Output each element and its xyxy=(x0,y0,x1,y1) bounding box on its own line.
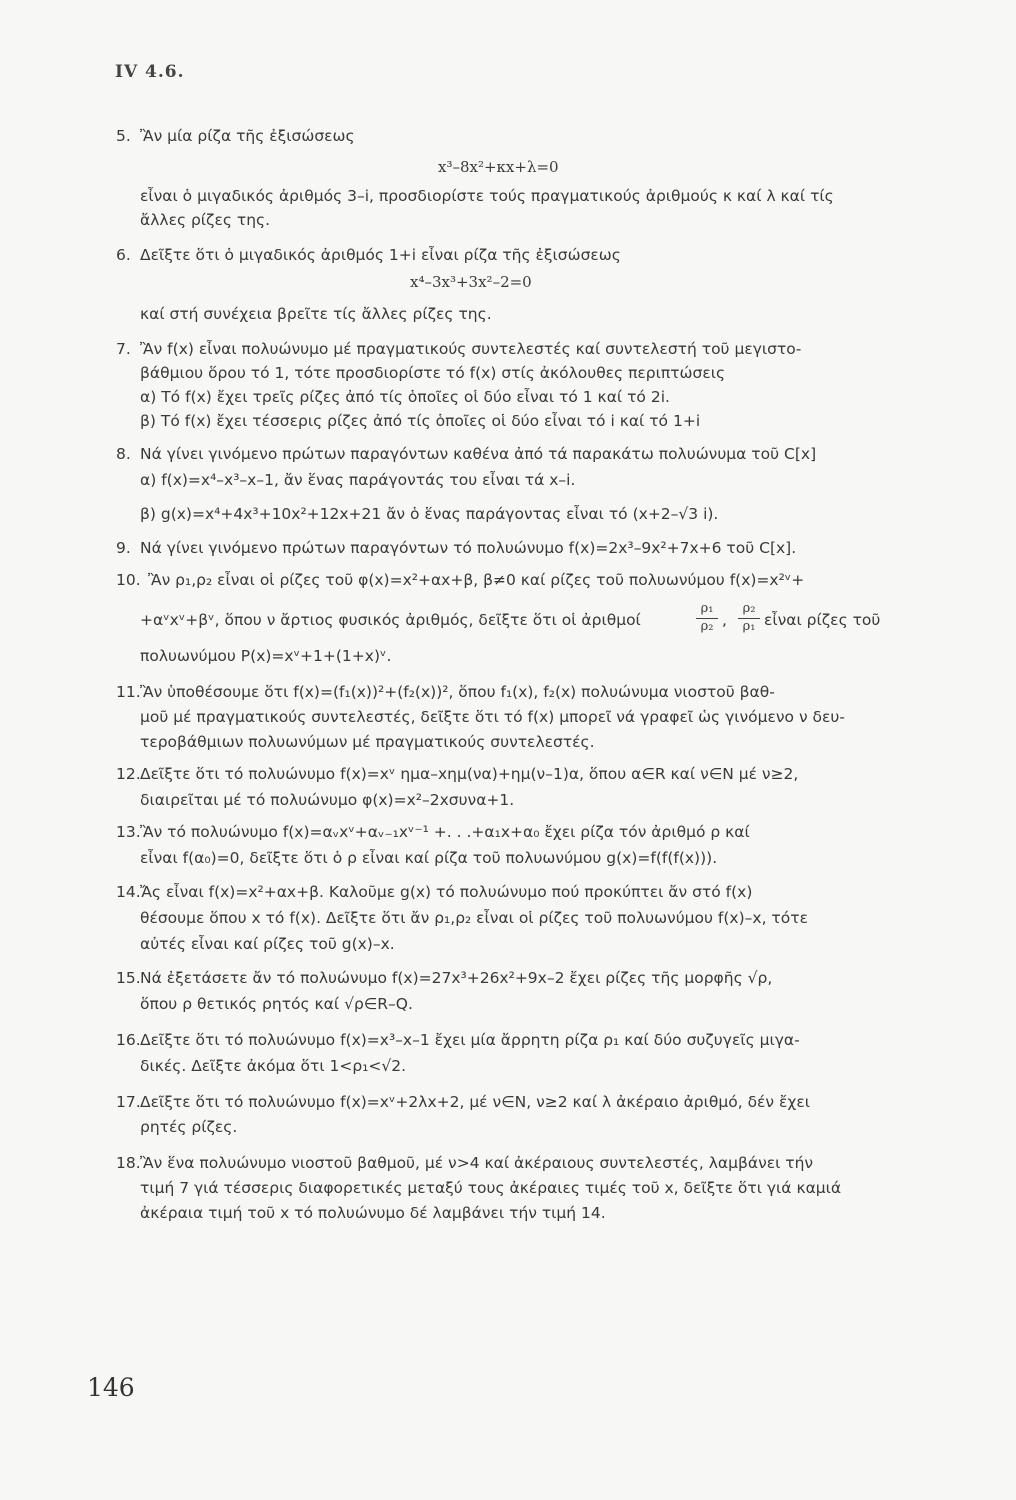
problem-text-line: αὐτές εἶναι καί ρίζες τοῦ g(x)–x. xyxy=(140,935,395,953)
problem-text-line: α) Τό f(x) ἔχει τρεῖς ρίζες ἀπό τίς ὁποῖες οἱ δύο εἶναι τό 1 καί τό 2i. xyxy=(140,388,670,406)
problem-text-line: ρητές ρίζες. xyxy=(140,1118,238,1136)
problem-text-line: Ἂν ὑποθέσουμε ὅτι f(x)=(f₁(x))²+(f₂(x))², ὅπου f₁(x), f₂(x) πολυώνυμα νιοστοῦ βαθ- xyxy=(140,683,775,701)
problem-text-line: Ἂν τό πολυώνυμο f(x)=αᵥxᵛ+αᵥ₋₁xᵛ⁻¹ +. . .+α₁x+α₀ ἔχει ρίζα τόν ἀριθμό ρ καί xyxy=(140,823,750,841)
problem-text-line: διαιρεῖται μέ τό πολυώνυμο φ(x)=x²–2xσυνα+1. xyxy=(140,791,515,809)
fraction-numerator: ρ₁ xyxy=(700,601,714,616)
problem-text-line: ἀκέραια τιμή τοῦ x τό πολυώνυμο δέ λαμβάνει τήν τιμή 14. xyxy=(140,1204,606,1222)
fraction-numerator: ρ₂ xyxy=(742,601,756,616)
problem-text-line: Δεῖξτε ὅτι τό πολυώνυμο f(x)=xᵛ ημα–xημ(να)+ημ(ν–1)α, ὅπου α∈R καί ν∈N μέ ν≥2, xyxy=(140,765,799,783)
problem-number: 13. xyxy=(116,823,141,841)
problem-text-line: τιμή 7 γιά τέσσερις διαφορετικές μεταξύ τους ἀκέραιες τιμές τοῦ x, δεῖξτε ὅτι γιά καμιά xyxy=(140,1179,842,1197)
problem-text-line: θέσουμε ὅπου x τό f(x). Δεῖξτε ὅτι ἄν ρ₁,ρ₂ εἶναι οἱ ρίζες τοῦ πολυωνύμου f(x)–x, τότε xyxy=(140,909,808,927)
problem-text-line: Νά γίνει γινόμενο πρώτων παραγόντων τό πολυώνυμο f(x)=2x³–9x²+7x+6 τοῦ C[x]. xyxy=(140,539,797,557)
problem-number: 11. xyxy=(116,683,141,701)
problem-text-line: Ἂν μία ρίζα τῆς ἐξισώσεως xyxy=(140,127,355,145)
problem-text-line: τεροβάθμιων πολυωνύμων μέ πραγματικούς συντελεστές. xyxy=(140,733,595,751)
problem-number: 9. xyxy=(116,539,131,557)
problem-number: 10. xyxy=(116,571,141,589)
problem-text-line: εἶναι ὁ μιγαδικός ἀριθμός 3–i, προσδιορίστε τούς πραγματικούς ἀριθμούς κ καί λ καί τίς xyxy=(140,187,834,205)
problem-text-line: Δεῖξτε ὅτι τό πολυώνυμο f(x)=xᵛ+2λx+2, μέ ν∈N, ν≥2 καί λ ἀκέραιο ἀριθμό, δέν ἔχει xyxy=(140,1093,810,1111)
problem-number: 15. xyxy=(116,969,141,987)
problem-text-line: καί στή συνέχεια βρεῖτε τίς ἄλλες ρίζες της. xyxy=(140,305,492,323)
problem-text-line: Δεῖξτε ὅτι τό πολυώνυμο f(x)=x³–x–1 ἔχει μία ἄρρητη ρίζα ρ₁ καί δύο συζυγεῖς μιγα- xyxy=(140,1031,800,1049)
problem-text-line: Νά ἐξετάσετε ἄν τό πολυώνυμο f(x)=27x³+26x²+9x–2 ἔχει ρίζες τῆς μορφῆς √ρ, xyxy=(140,969,773,987)
problem-text-line: Ἄς εἶναι f(x)=x²+αx+β. Καλοῦμε g(x) τό πολυώνυμο πού προκύπτει ἄν στό f(x) xyxy=(140,883,753,901)
problem-text-line: εἶναι f(α₀)=0, δεῖξτε ὅτι ὁ ρ εἶναι καί ρίζα τοῦ πολυωνύμου g(x)=f(f(f(x))). xyxy=(140,849,718,867)
equation: x³–8x²+κx+λ=0 xyxy=(438,158,559,176)
problem-text-line: Ἂν f(x) εἶναι πολυώνυμο μέ πραγματικούς συντελεστές καί συντελεστή τοῦ μεγιστο- xyxy=(140,340,802,358)
problem-text-line: Δεῖξτε ὅτι ὁ μιγαδικός ἀριθμός 1+i εἶναι ρίζα τῆς ἐξισώσεως xyxy=(140,246,621,264)
problem-number: 18. xyxy=(116,1154,141,1172)
problem-text-line: μοῦ μέ πραγματικούς συντελεστές, δεῖξτε ὅτι τό f(x) μπορεῖ νά γραφεῖ ὡς γινόμενο ν δευ- xyxy=(140,708,845,726)
problem-number: 16. xyxy=(116,1031,141,1049)
problem-text-line: α) f(x)=x⁴–x³–x–1, ἄν ἕνας παράγοντάς του εἶναι τά x–i. xyxy=(140,471,576,489)
page-number: 146 xyxy=(87,1373,135,1402)
section-header: IV 4.6. xyxy=(115,62,185,82)
problem-number: 14. xyxy=(116,883,141,901)
problem-number: 8. xyxy=(116,445,131,463)
problem-text-line: β) Τό f(x) ἔχει τέσσερις ρίζες ἀπό τίς ὁποῖες οἱ δύο εἶναι τό i καί τό 1+i xyxy=(140,412,701,430)
problem-number: 5. xyxy=(116,127,131,145)
equation: x⁴–3x³+3x²–2=0 xyxy=(410,273,532,291)
problem-text-line: πολυωνύμου P(x)=xᵛ+1+(1+x)ᵛ. xyxy=(140,647,392,665)
fraction-denominator: ρ₂ xyxy=(700,619,714,634)
problem-text-line: εἶναι ρίζες τοῦ xyxy=(764,611,881,629)
comma-separator: , xyxy=(722,611,727,629)
problem-text-line: ὅπου ρ θετικός ρητός καί √ρ∈R–Q. xyxy=(140,995,413,1013)
problem-number: 7. xyxy=(116,340,131,358)
problem-text-line: +αᵛxᵛ+βᵛ, ὅπου ν ἄρτιος φυσικός ἀριθμός, δεῖξτε ὅτι οἱ ἀριθμοί xyxy=(140,611,641,629)
problem-number: 6. xyxy=(116,246,131,264)
problem-text-line: Ἂν ἕνα πολυώνυμο νιοστοῦ βαθμοῦ, μέ ν>4 καί ἀκέραιους συντελεστές, λαμβάνει τήν xyxy=(140,1154,814,1172)
problem-text-line: Νά γίνει γινόμενο πρώτων παραγόντων καθένα ἀπό τά παρακάτω πολυώνυμα τοῦ C[x] xyxy=(140,445,817,463)
problem-number: 12. xyxy=(116,765,141,783)
problem-text-line: δικές. Δεῖξτε ἀκόμα ὅτι 1<ρ₁<√2. xyxy=(140,1057,407,1075)
problem-text-line: β) g(x)=x⁴+4x³+10x²+12x+21 ἄν ὁ ἕνας παράγοντας εἶναι τό (x+2–√3 i). xyxy=(140,505,719,523)
fraction-denominator: ρ₁ xyxy=(742,619,756,634)
problem-text-line: Ἂν ρ₁,ρ₂ εἶναι οἱ ρίζες τοῦ φ(x)=x²+αx+β, β≠0 καί ρίζες τοῦ πολυωνύμου f(x)=x²ᵛ+ xyxy=(148,571,805,589)
problem-text-line: ἄλλες ρίζες της. xyxy=(140,211,271,229)
problem-number: 17. xyxy=(116,1093,141,1111)
problem-text-line: βάθμιου ὅρου τό 1, τότε προσδιορίστε τό f(x) στίς ἀκόλουθες περιπτώσεις xyxy=(140,364,726,382)
